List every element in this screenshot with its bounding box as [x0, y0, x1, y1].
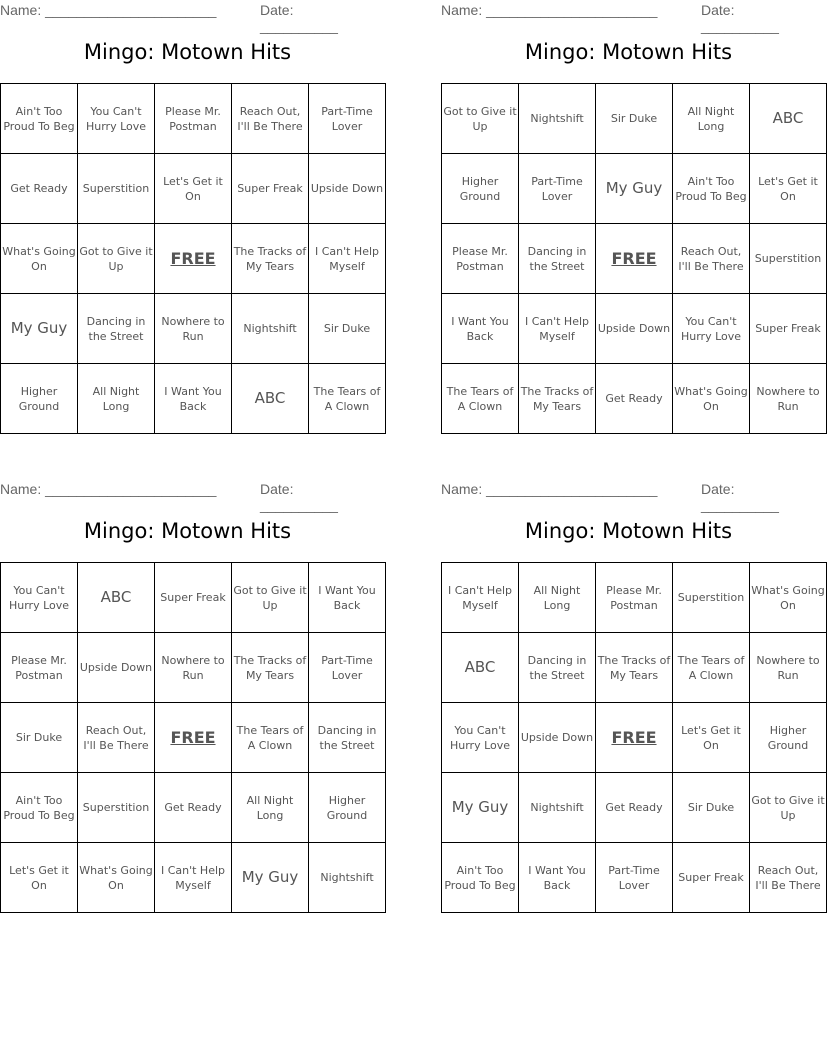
bingo-cell: Part-Time Lover — [519, 154, 596, 224]
bingo-cell: Get Ready — [596, 773, 673, 843]
card-title: Mingo: Motown Hits — [524, 519, 733, 543]
bingo-cell: Sir Duke — [1, 703, 78, 773]
bingo-cell: I Want You Back — [155, 364, 232, 434]
bingo-grid — [0, 562, 386, 913]
bingo-cell: Nightshift — [232, 294, 309, 364]
name-date-line — [0, 2, 375, 34]
bingo-cell: What's Going On — [78, 843, 155, 913]
bingo-cell: Nowhere to Run — [750, 364, 827, 434]
grid-row — [1, 154, 386, 224]
date-field-label: Date: __________ — [260, 481, 338, 513]
bingo-cell: Sir Duke — [596, 84, 673, 154]
grid-row — [1, 773, 386, 843]
bingo-cell: Ain't Too Proud To Beg — [673, 154, 750, 224]
bingo-cell: I Can't Help Myself — [155, 843, 232, 913]
bingo-grid — [441, 562, 827, 913]
grid-row — [442, 224, 827, 294]
grid-row — [442, 84, 827, 154]
bingo-cell: You Can't Hurry Love — [78, 84, 155, 154]
bingo-cell: Reach Out, I'll Be There — [78, 703, 155, 773]
bingo-cell: Part-Time Lover — [596, 843, 673, 913]
bingo-cell: All Night Long — [232, 773, 309, 843]
name-date-line — [441, 481, 816, 513]
bingo-cell: Dancing in the Street — [519, 224, 596, 294]
grid-row — [1, 843, 386, 913]
date-field-label: Date: __________ — [701, 481, 779, 513]
bingo-cell: I Want You Back — [309, 563, 386, 633]
bingo-cell: Upside Down — [78, 633, 155, 703]
bingo-cell: Let's Get it On — [673, 703, 750, 773]
bingo-cell: Get Ready — [155, 773, 232, 843]
bingo-cell: Dancing in the Street — [519, 633, 596, 703]
name-date-line — [0, 481, 375, 513]
bingo-cell: Superstition — [78, 154, 155, 224]
bingo-cell: Please Mr. Postman — [1, 633, 78, 703]
bingo-cell: What's Going On — [673, 364, 750, 434]
bingo-cell: I Can't Help Myself — [309, 224, 386, 294]
bingo-cell: Ain't Too Proud To Beg — [1, 84, 78, 154]
bingo-cell: What's Going On — [750, 563, 827, 633]
bingo-cell: Super Freak — [232, 154, 309, 224]
free-space: FREE — [596, 703, 673, 773]
bingo-cell: My Guy — [1, 294, 78, 364]
bingo-cell: My Guy — [232, 843, 309, 913]
grid-row — [1, 563, 386, 633]
bingo-cell: Please Mr. Postman — [442, 224, 519, 294]
bingo-cell: Ain't Too Proud To Beg — [1, 773, 78, 843]
bingo-cell: Sir Duke — [673, 773, 750, 843]
bingo-cell: Super Freak — [750, 294, 827, 364]
bingo-cell: Reach Out, I'll Be There — [673, 224, 750, 294]
name-date-line — [441, 2, 816, 34]
bingo-cell: I Want You Back — [519, 843, 596, 913]
bingo-cell: Superstition — [78, 773, 155, 843]
grid-row — [1, 703, 386, 773]
bingo-cell: ABC — [232, 364, 309, 434]
bingo-cell: The Tears of A Clown — [442, 364, 519, 434]
bingo-cell: Reach Out, I'll Be There — [232, 84, 309, 154]
name-field-label: Name: ______________________ — [441, 2, 658, 18]
bingo-cell: Upside Down — [519, 703, 596, 773]
free-space: FREE — [155, 224, 232, 294]
grid-row — [442, 633, 827, 703]
bingo-cell: ABC — [750, 84, 827, 154]
bingo-cell: What's Going On — [1, 224, 78, 294]
grid-row — [1, 84, 386, 154]
date-field-label: Date: __________ — [701, 2, 779, 34]
grid-row — [1, 364, 386, 434]
bingo-cell: You Can't Hurry Love — [442, 703, 519, 773]
bingo-cell: Super Freak — [673, 843, 750, 913]
grid-row — [1, 633, 386, 703]
bingo-cell: Sir Duke — [309, 294, 386, 364]
bingo-cell: Upside Down — [596, 294, 673, 364]
bingo-cell: Nowhere to Run — [155, 294, 232, 364]
bingo-cell: You Can't Hurry Love — [673, 294, 750, 364]
grid-row — [442, 843, 827, 913]
bingo-cell: All Night Long — [673, 84, 750, 154]
grid-row — [1, 224, 386, 294]
free-space: FREE — [596, 224, 673, 294]
card-title: Mingo: Motown Hits — [83, 519, 292, 543]
bingo-cell: All Night Long — [78, 364, 155, 434]
bingo-cell: ABC — [78, 563, 155, 633]
bingo-cell: I Can't Help Myself — [442, 563, 519, 633]
bingo-cell: The Tears of A Clown — [232, 703, 309, 773]
bingo-cell: All Night Long — [519, 563, 596, 633]
bingo-cell: Higher Ground — [750, 703, 827, 773]
bingo-cell: Part-Time Lover — [309, 84, 386, 154]
date-field-label: Date: __________ — [260, 2, 338, 34]
bingo-grid — [0, 83, 386, 434]
bingo-cell: Higher Ground — [1, 364, 78, 434]
card-title: Mingo: Motown Hits — [83, 40, 292, 64]
bingo-cell: ABC — [442, 633, 519, 703]
bingo-cell: Nightshift — [309, 843, 386, 913]
bingo-cell: Reach Out, I'll Be There — [750, 843, 827, 913]
bingo-cell: Superstition — [673, 563, 750, 633]
card-title: Mingo: Motown Hits — [524, 40, 733, 64]
bingo-cell: Got to Give it Up — [750, 773, 827, 843]
grid-row — [1, 294, 386, 364]
bingo-cell: Ain't Too Proud To Beg — [442, 843, 519, 913]
bingo-cell: Superstition — [750, 224, 827, 294]
bingo-cell: Get Ready — [1, 154, 78, 224]
bingo-cell: The Tears of A Clown — [673, 633, 750, 703]
bingo-cell: Nightshift — [519, 84, 596, 154]
bingo-cell: I Want You Back — [442, 294, 519, 364]
bingo-cell: The Tracks of My Tears — [232, 633, 309, 703]
bingo-cell: Let's Get it On — [155, 154, 232, 224]
bingo-cell: Nightshift — [519, 773, 596, 843]
bingo-cell: Let's Get it On — [1, 843, 78, 913]
grid-row — [442, 364, 827, 434]
bingo-cell: Upside Down — [309, 154, 386, 224]
bingo-cell: Let's Get it On — [750, 154, 827, 224]
bingo-cell: Dancing in the Street — [78, 294, 155, 364]
bingo-cell: Got to Give it Up — [442, 84, 519, 154]
bingo-cell: Nowhere to Run — [750, 633, 827, 703]
name-field-label: Name: ______________________ — [0, 481, 217, 497]
name-field-label: Name: ______________________ — [0, 2, 217, 18]
bingo-cell: The Tracks of My Tears — [232, 224, 309, 294]
bingo-cell: You Can't Hurry Love — [1, 563, 78, 633]
grid-row — [442, 563, 827, 633]
grid-row — [442, 294, 827, 364]
bingo-cell: Get Ready — [596, 364, 673, 434]
bingo-cell: My Guy — [442, 773, 519, 843]
bingo-cell: I Can't Help Myself — [519, 294, 596, 364]
bingo-cell: Super Freak — [155, 563, 232, 633]
free-space: FREE — [155, 703, 232, 773]
bingo-cell: Got to Give it Up — [232, 563, 309, 633]
bingo-cell: Higher Ground — [309, 773, 386, 843]
bingo-grid — [441, 83, 827, 434]
bingo-cell: The Tracks of My Tears — [596, 633, 673, 703]
bingo-cell: Please Mr. Postman — [155, 84, 232, 154]
bingo-cell: Got to Give it Up — [78, 224, 155, 294]
name-field-label: Name: ______________________ — [441, 481, 658, 497]
bingo-cell: Please Mr. Postman — [596, 563, 673, 633]
bingo-cell: Nowhere to Run — [155, 633, 232, 703]
grid-row — [442, 154, 827, 224]
bingo-cell: The Tracks of My Tears — [519, 364, 596, 434]
bingo-cell: My Guy — [596, 154, 673, 224]
grid-row — [442, 703, 827, 773]
bingo-cell: Part-Time Lover — [309, 633, 386, 703]
bingo-cell: Dancing in the Street — [309, 703, 386, 773]
bingo-cell: The Tears of A Clown — [309, 364, 386, 434]
bingo-cell: Higher Ground — [442, 154, 519, 224]
grid-row — [442, 773, 827, 843]
